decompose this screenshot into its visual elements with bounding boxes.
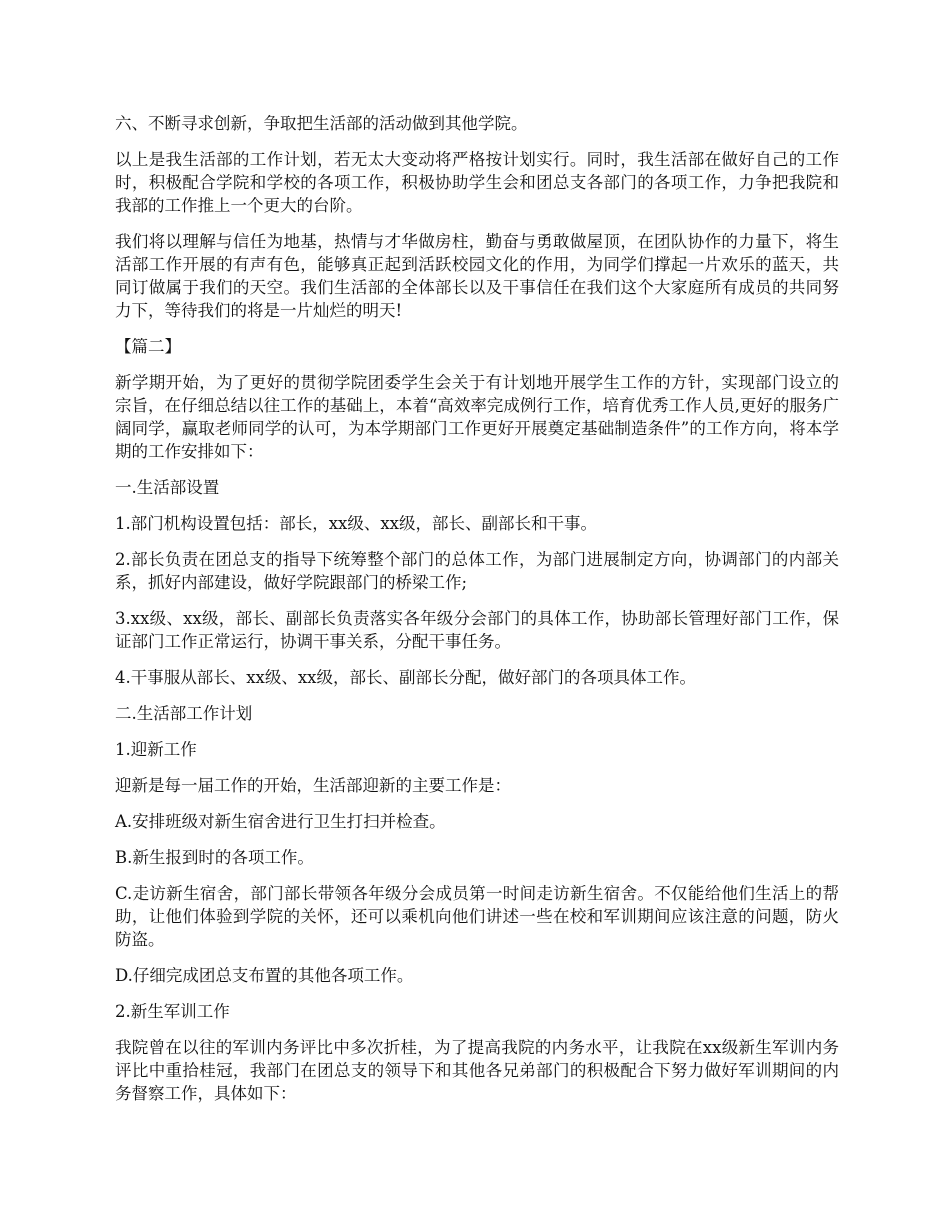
paragraph: 新学期开始，为了更好的贯彻学院团委学生会关于有计划地开展学生工作的方针，实现部门设立的宗旨，在仔细总结以往工作的基础上，本着“高效率完成例行工作，培育优秀工作人员,更好的服务广阔同学，赢取老师同学的认可，为本学期部门工作更好开展奠定基础制造条件”的工作方向，将本学期的工作安排如下：	[115, 373, 839, 461]
list-item: C.走访新生宿舍，部门部长带领各年级分会成员第一时间走访新生宿舍。不仅能给他们生活上的帮助，让他们体验到学院的关怀，还可以乘机向他们讲述一些在校和军训期间应该注意的问题，防火防盗。	[115, 884, 839, 949]
list-item: B.新生报到时的各项工作。	[115, 848, 314, 867]
list-item: A.安排班级对新生宿舍进行卫生打扫并检查。	[115, 812, 446, 831]
list-item: 1.部门机构设置包括：部长，xx级、xx级，部长、副部长和干事。	[115, 514, 597, 533]
subsection-heading: 2.新生军训工作	[115, 1002, 230, 1021]
section-heading: 一.生活部设置	[115, 478, 220, 497]
subsection-heading: 1.迎新工作	[115, 740, 197, 759]
section-heading: 【篇二】	[115, 337, 181, 356]
document-body	[115, 112, 839, 1118]
list-item: 2.部长负责在团总支的指导下统筹整个部门的总体工作，为部门进展制定方向，协调部门的内部关系，抓好内部建设，做好学院跟部门的桥梁工作;	[115, 550, 839, 592]
list-item: D.仔细完成团总支布置的其他各项工作。	[115, 966, 414, 985]
list-item: 3.xx级、xx级，部长、副部长负责落实各年级分会部门的具体工作，协助部长管理好部门工作，保证部门工作正常运行，协调干事关系，分配干事任务。	[115, 609, 839, 651]
paragraph: 以上是我生活部的工作计划，若无太大变动将严格按计划实行。同时，我生活部在做好自己的工作时，积极配合学院和学校的各项工作，积极协助学生会和团总支各部门的各项工作，力争把我院和我部的工作推上一个更大的台阶。	[115, 150, 839, 215]
paragraph: 我院曾在以往的军训内务评比中多次折桂，为了提高我院的内务水平，让我院在xx级新生军训内务评比中重拾桂冠，我部门在团总支的领导下和其他各兄弟部门的积极配合下努力做好军训期间的内务督察工作，具体如下：	[115, 1038, 839, 1103]
section-heading: 二.生活部工作计划	[115, 704, 253, 723]
paragraph: 六、不断寻求创新，争取把生活部的活动做到其他学院。	[115, 114, 528, 133]
paragraph: 我们将以理解与信任为地基，热情与才华做房柱，勤奋与勇敢做屋顶，在团队协作的力量下，将生活部工作开展的有声有色，能够真正起到活跃校园文化的作用，为同学们撑起一片欢乐的蓝天，共同订做属于我们的天空。我们生活部的全体部长以及干事信任在我们这个大家庭所有成员的共同努力下，等待我们的将是一片灿烂的明天!	[115, 232, 839, 320]
paragraph: 迎新是每一届工作的开始，生活部迎新的主要工作是：	[115, 776, 511, 795]
list-item: 4.干事服从部长、xx级、xx级，部长、副部长分配，做好部门的各项具体工作。	[115, 668, 696, 687]
